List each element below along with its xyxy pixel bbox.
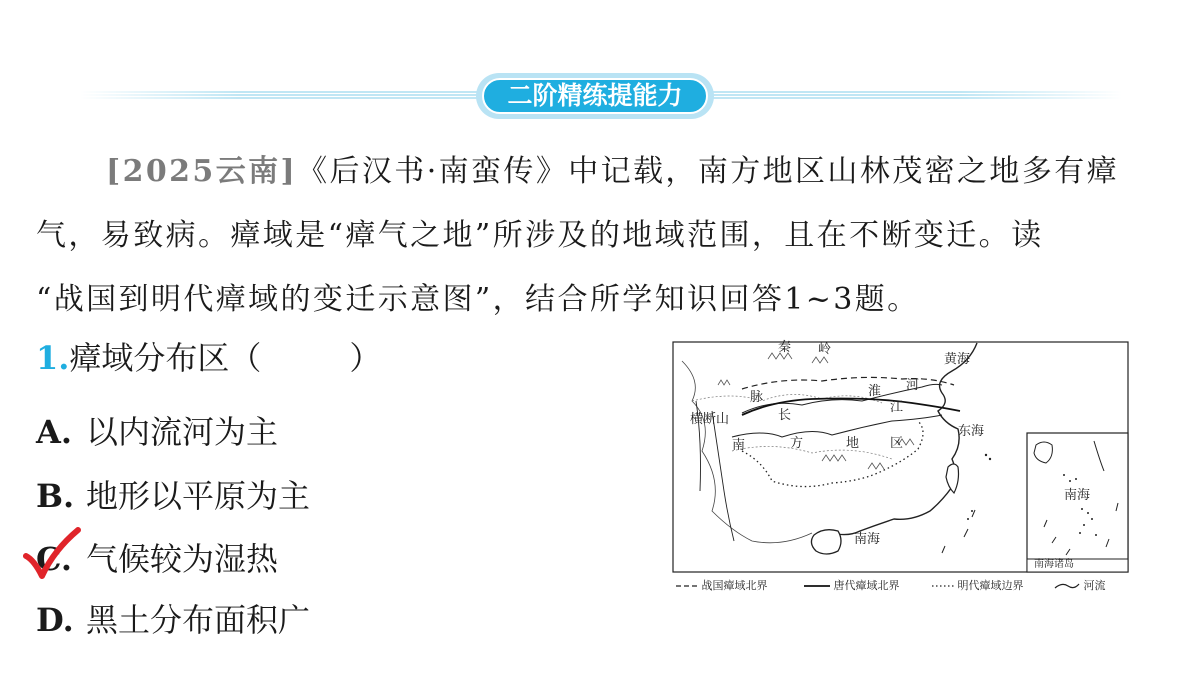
map-label-nanhai: 南海 [854,532,881,547]
answer-check-icon [22,526,82,582]
map-legend [676,578,1156,594]
map-label-he: 河 [906,378,920,393]
map-label-qin: 秦 [778,340,792,355]
option-b[interactable] [36,474,310,518]
source-tag: [2025云南] [106,154,298,189]
legend-tang [804,578,900,594]
map-label-huai: 淮 [868,384,882,399]
option-letter: B. [36,477,75,515]
passage-line-1: 《后汉书·南蛮传》中记载，南方地区山林茂密之地多有瘴 [297,154,1120,189]
question-close-paren: ） [349,339,382,377]
option-text: 黑土分布面积广 [86,601,311,639]
passage-line-3: “战国到明代瘴域的变迁示意图”，结合所学知识回答1~3题。 [36,282,920,317]
solid-line-icon [804,583,830,589]
inset-label-nanhai: 南海 [1064,488,1091,503]
map-label-huanghai: 黄海 [944,352,971,367]
legend-ming-label: 明代瘴域边界 [957,579,1024,592]
map-label-di: 地 [846,436,860,451]
map-label-qu: 区 [890,436,904,451]
option-letter: D. [36,601,74,639]
map-label-jiang: 江 [890,400,904,415]
dotted-line-icon [932,583,954,589]
legend-warring-states [676,578,768,594]
legend-warring-states-label: 战国瘴域北界 [701,579,768,592]
map-label-donghai: 东海 [958,424,985,439]
map-label-hengduan: 横断山 [690,412,730,427]
option-text: 地形以平原为主 [86,477,311,515]
legend-river [1054,578,1106,594]
river-icon [1054,581,1080,591]
passage-line-2: 气，易致病。瘴域是“瘴气之地”所涉及的地域范围，且在不断变迁。读 [36,218,1044,253]
option-d[interactable] [36,598,310,642]
dashed-line-icon [676,583,698,589]
banner-title: 二阶精练提能力 [482,78,708,114]
question-text: 瘴域分布区（ [69,339,262,377]
option-letter: A. [36,413,72,451]
inset-caption: 南海诸岛 [1034,559,1074,570]
banner-pill [476,73,714,119]
map-label-mai: 脉 [750,390,764,405]
zhangyu-map [672,341,1130,573]
legend-tang-label: 唐代瘴域北界 [833,579,900,592]
legend-river-label: 河流 [1083,579,1106,592]
question-stem [36,336,381,380]
legend-ming [932,578,1024,594]
map-label-fang: 方 [790,436,804,451]
banner-decor-line-right [712,91,1122,99]
map-graphic [672,341,1130,573]
option-text: 气候较为湿热 [86,540,279,578]
map-label-chang: 长 [778,408,792,423]
map-label-ling: 岭 [818,342,832,357]
reading-passage [36,140,1166,332]
option-letter: C. [36,540,73,578]
banner-decor-line-left [80,91,480,99]
question-number: 1. [36,339,70,377]
map-label-nan: 南 [732,438,746,453]
option-a[interactable] [36,410,278,454]
option-text: 以内流河为主 [86,413,279,451]
